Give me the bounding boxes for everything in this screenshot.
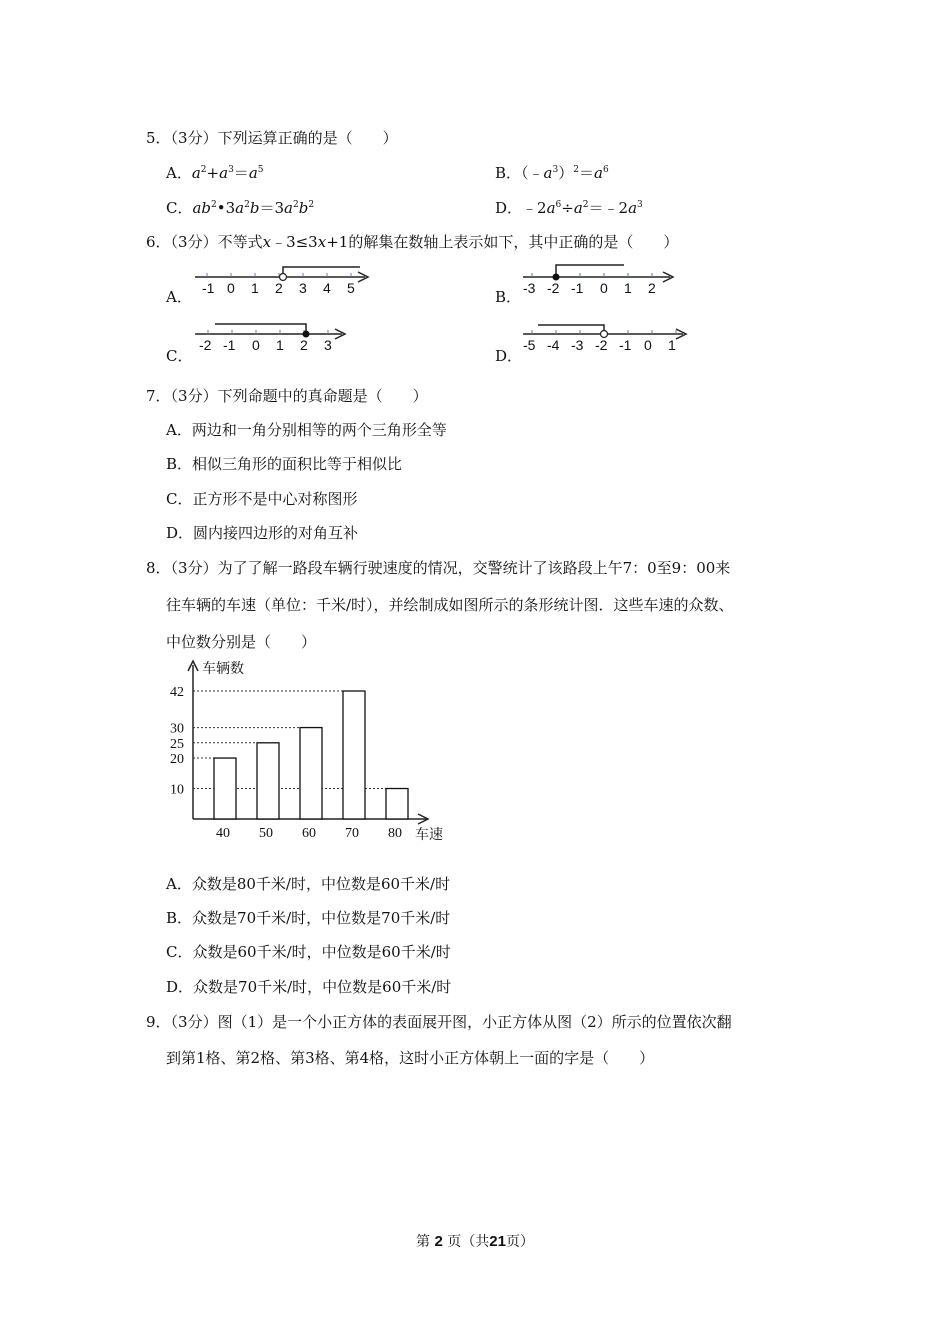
q5-stem: 5．（3分）下列运算正确的是（ ） (146, 129, 398, 147)
number-line-a (190, 262, 380, 302)
bar-70 (343, 691, 365, 819)
page-footer: 第 2 页（共21页） (416, 1233, 534, 1250)
tick-label: 2 (300, 337, 308, 353)
q7-option-a: A．两边和一角分别相等的两个三角形全等 (166, 421, 447, 439)
number-line-b (518, 262, 688, 302)
y-axis-label: 车辆数 (202, 661, 244, 677)
q9-stem-line2: 到第1格、第2格、第3格、第4格，这时小正方体朝上一面的字是（ ） (166, 1049, 655, 1067)
tick-label: -1 (619, 337, 632, 353)
x-tick-label: 60 (302, 826, 316, 841)
x-tick-label: 50 (259, 826, 273, 841)
x-tick-label: 40 (216, 826, 230, 841)
q7-option-b: B．相似三角形的面积比等于相似比 (166, 455, 403, 473)
y-tick-label: 20 (170, 752, 184, 768)
tick-label: -1 (202, 280, 215, 296)
tick-label: 5 (347, 280, 355, 296)
tick-label: 1 (276, 337, 284, 353)
y-tick-label: 10 (170, 782, 184, 798)
tick-label: -3 (523, 280, 536, 296)
y-tick-label: 42 (170, 685, 184, 700)
tick-label: 0 (600, 280, 608, 296)
q8-option-a: A．众数是80千米/时，中位数是60千米/时 (166, 875, 451, 893)
tick-label: 0 (252, 337, 260, 353)
q5-option-c: C．$ab^2•3a^2b=3a^2b^2$ (166, 199, 315, 217)
q8-stem-line2: 往车辆的车速（单位：千米/时），并绘制成如图所示的条形统计图．这些车速的众数、 (166, 596, 734, 614)
tick-label: 0 (227, 280, 235, 296)
number-line-d (518, 318, 693, 358)
q8-stem-line1: 8．（3分）为了了解一路段车辆行驶速度的情况，交警统计了该路段上午7：0至9：00来 (146, 559, 731, 577)
tick-label: -5 (523, 337, 536, 353)
tick-label: -2 (199, 337, 212, 353)
q7-option-d: D．圆内接四边形的对角互补 (166, 524, 359, 542)
tick-label: -2 (547, 280, 560, 296)
q6-option-b-label: B． (495, 288, 522, 306)
number-line-c (190, 318, 355, 358)
tick-label: -3 (571, 337, 584, 353)
tick-label: -4 (547, 337, 560, 353)
bar-60 (300, 728, 322, 819)
q5-option-d: D．$﹣2a^6\div a^2=﹣2a^3$ (495, 199, 643, 217)
tick-label: 1 (668, 337, 676, 353)
tick-label: 4 (323, 280, 331, 296)
q8-option-c: C．众数是60千米/时，中位数是60千米/时 (166, 943, 451, 961)
q6-option-d-label: D． (495, 347, 523, 365)
tick-label: -1 (223, 337, 236, 353)
tick-label: 0 (644, 337, 652, 353)
total-pages: 21 (489, 1233, 506, 1250)
bar-chart (160, 655, 460, 850)
tick-label: -2 (595, 337, 608, 353)
x-tick-label: 70 (345, 826, 359, 841)
bar-50 (257, 743, 279, 819)
q6-option-a-label: A． (166, 288, 192, 306)
q6-option-c-label: C． (166, 347, 193, 365)
y-tick-label: 30 (170, 721, 184, 737)
q9-stem-line1: 9．（3分）图（1）是一个小正方体的表面展开图，小正方体从图（2）所示的位置依次翻 (146, 1013, 732, 1031)
y-tick-label: 25 (170, 736, 184, 752)
tick-label: -1 (571, 280, 584, 296)
q8-option-d: D．众数是70千米/时，中位数是60千米/时 (166, 978, 452, 996)
q8-stem-line3: 中位数分别是（ ） (166, 633, 317, 651)
q7-option-c: C．正方形不是中心对称图形 (166, 490, 358, 508)
tick-label: 2 (275, 280, 283, 296)
q7-stem: 7．（3分）下列命题中的真命题是（ ） (146, 387, 428, 405)
tick-label: 3 (324, 337, 332, 353)
q5-option-b: B．$(﹣a^3)^2=a^6$ (495, 164, 609, 182)
q8-option-b: B．众数是70千米/时，中位数是70千米/时 (166, 909, 451, 927)
tick-label: 3 (299, 280, 307, 296)
q6-stem: 6．（3分）不等式x﹣3≤3x+1的解集在数轴上表示如下，其中正确的是（ ） (146, 233, 679, 251)
tick-label: 2 (648, 280, 656, 296)
tick-label: 1 (251, 280, 259, 296)
bar-40 (214, 758, 236, 819)
tick-label: 1 (624, 280, 632, 296)
page-number: 2 (434, 1233, 443, 1250)
x-tick-label: 80 (388, 826, 402, 841)
q5-option-a: A．$a^2+a^3=a^5$ (166, 164, 264, 182)
bar-80 (386, 789, 408, 819)
x-axis-label: 车速 (415, 827, 443, 843)
